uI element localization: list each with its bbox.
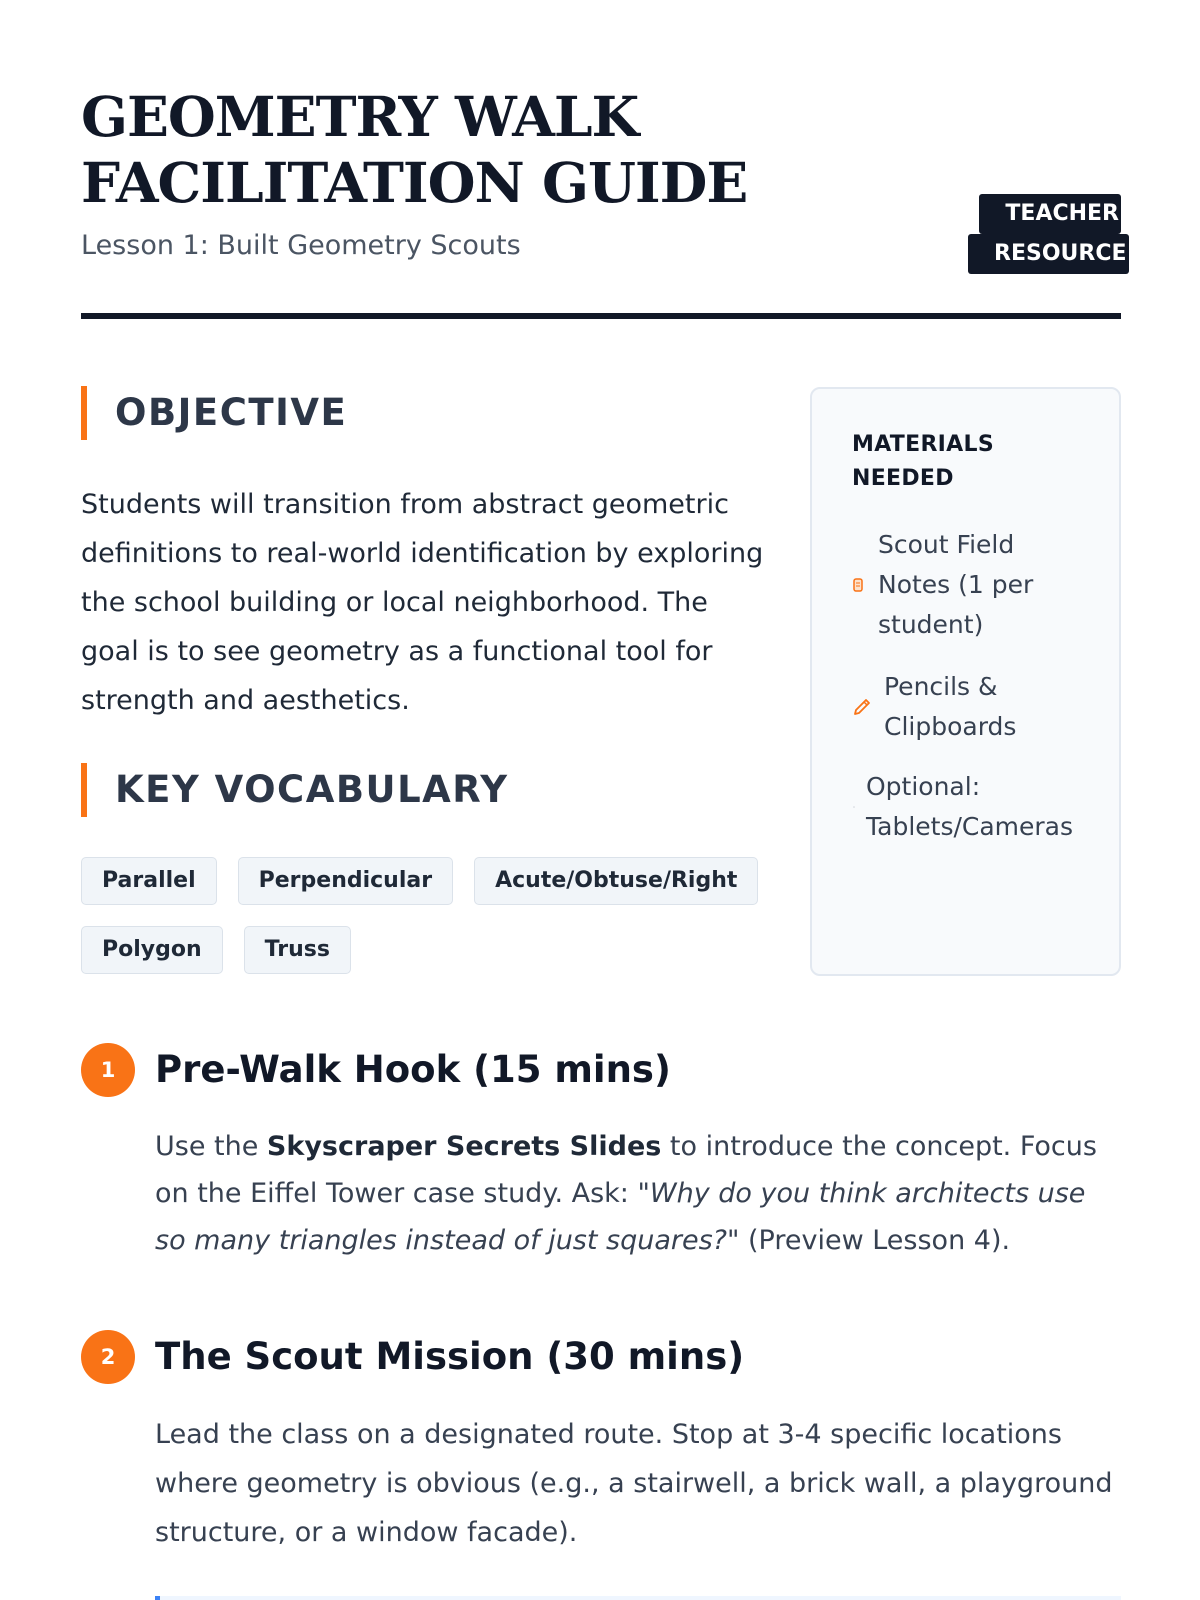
material-line: Tablets/Cameras [866,812,1074,841]
material-item-label [878,525,1033,645]
header-divider [81,313,1121,319]
vocab-tag-truss: Truss [244,926,351,974]
objective-text: Students will transition from abstract geometric definitions to real-world identification by exploring the school building or local neighborhood. The goal is to see geometry as a functional tool for strength and aesthetics. [81,489,764,716]
material-item-tablets [852,767,1073,847]
material-line: Notes (1 per [878,570,1034,599]
pencil-icon [852,697,884,717]
step-2-title: The Scout Mission (30 mins) [155,1335,745,1378]
teacher-resource-badge [968,194,1127,275]
tip-box-edge [155,1596,1121,1600]
step-1-body [155,1123,1121,1264]
vocab-tag-polygon: Polygon [81,926,223,974]
step-1-body-text: to introduce the concept. Focus on the Eiffel Tower case study. Ask: [155,1131,1097,1209]
material-item-pencils [852,667,1016,747]
material-line: Pencils & [884,672,998,701]
slides-reference: Skyscraper Secrets Slides [266,1131,662,1162]
guide-page [81,0,1127,1600]
badge-line-1: TEACHER [979,194,1121,234]
material-line: student) [878,610,984,639]
notebook-icon [852,578,878,592]
materials-heading-line-2: NEEDED [852,466,954,491]
step-2-body: Lead the class on a designated route. Stop at 3-4 specific locations where geometry is obvious (e.g., a stairwell, a brick wall, a playground structure, or a window facade). [155,1419,1113,1548]
page-title [81,84,841,216]
vocabulary-list [81,857,781,974]
materials-card [810,387,1121,976]
material-item-label [884,667,1016,747]
step-2-number-badge: 2 [81,1330,135,1384]
title-line-1: GEOMETRY WALK [81,84,639,149]
vocab-tag-perpendicular: Perpendicular [238,857,453,905]
materials-heading-line-1: MATERIALS [852,432,994,457]
material-line: Scout Field [878,530,1015,559]
vocab-tag-parallel: Parallel [81,857,217,905]
material-line: Optional: [866,772,981,801]
step-1-number-badge: 1 [81,1043,135,1097]
lesson-subtitle: Lesson 1: Built Geometry Scouts [81,230,521,261]
camera-icon [852,805,866,809]
badge-line-2: RESOURCE [968,234,1129,274]
title-line-2: FACILITATION GUIDE [81,150,748,215]
step-1-title: Pre-Walk Hook (15 mins) [155,1048,671,1091]
material-item-field-notes [852,525,1033,645]
step-1-body-text: (Preview Lesson 4). [739,1225,1011,1256]
objective-heading: OBJECTIVE [81,386,781,440]
vocab-tag-angles: Acute/Obtuse/Right [474,857,758,905]
step-1-body-text: Use the [155,1131,267,1162]
vocabulary-heading: KEY VOCABULARY [81,763,781,817]
material-line: Clipboards [884,712,1017,741]
material-item-label [866,767,1073,847]
materials-heading [852,428,994,496]
guiding-question: "Why do you think architects use so many triangles instead of just squares?" [155,1178,1086,1256]
